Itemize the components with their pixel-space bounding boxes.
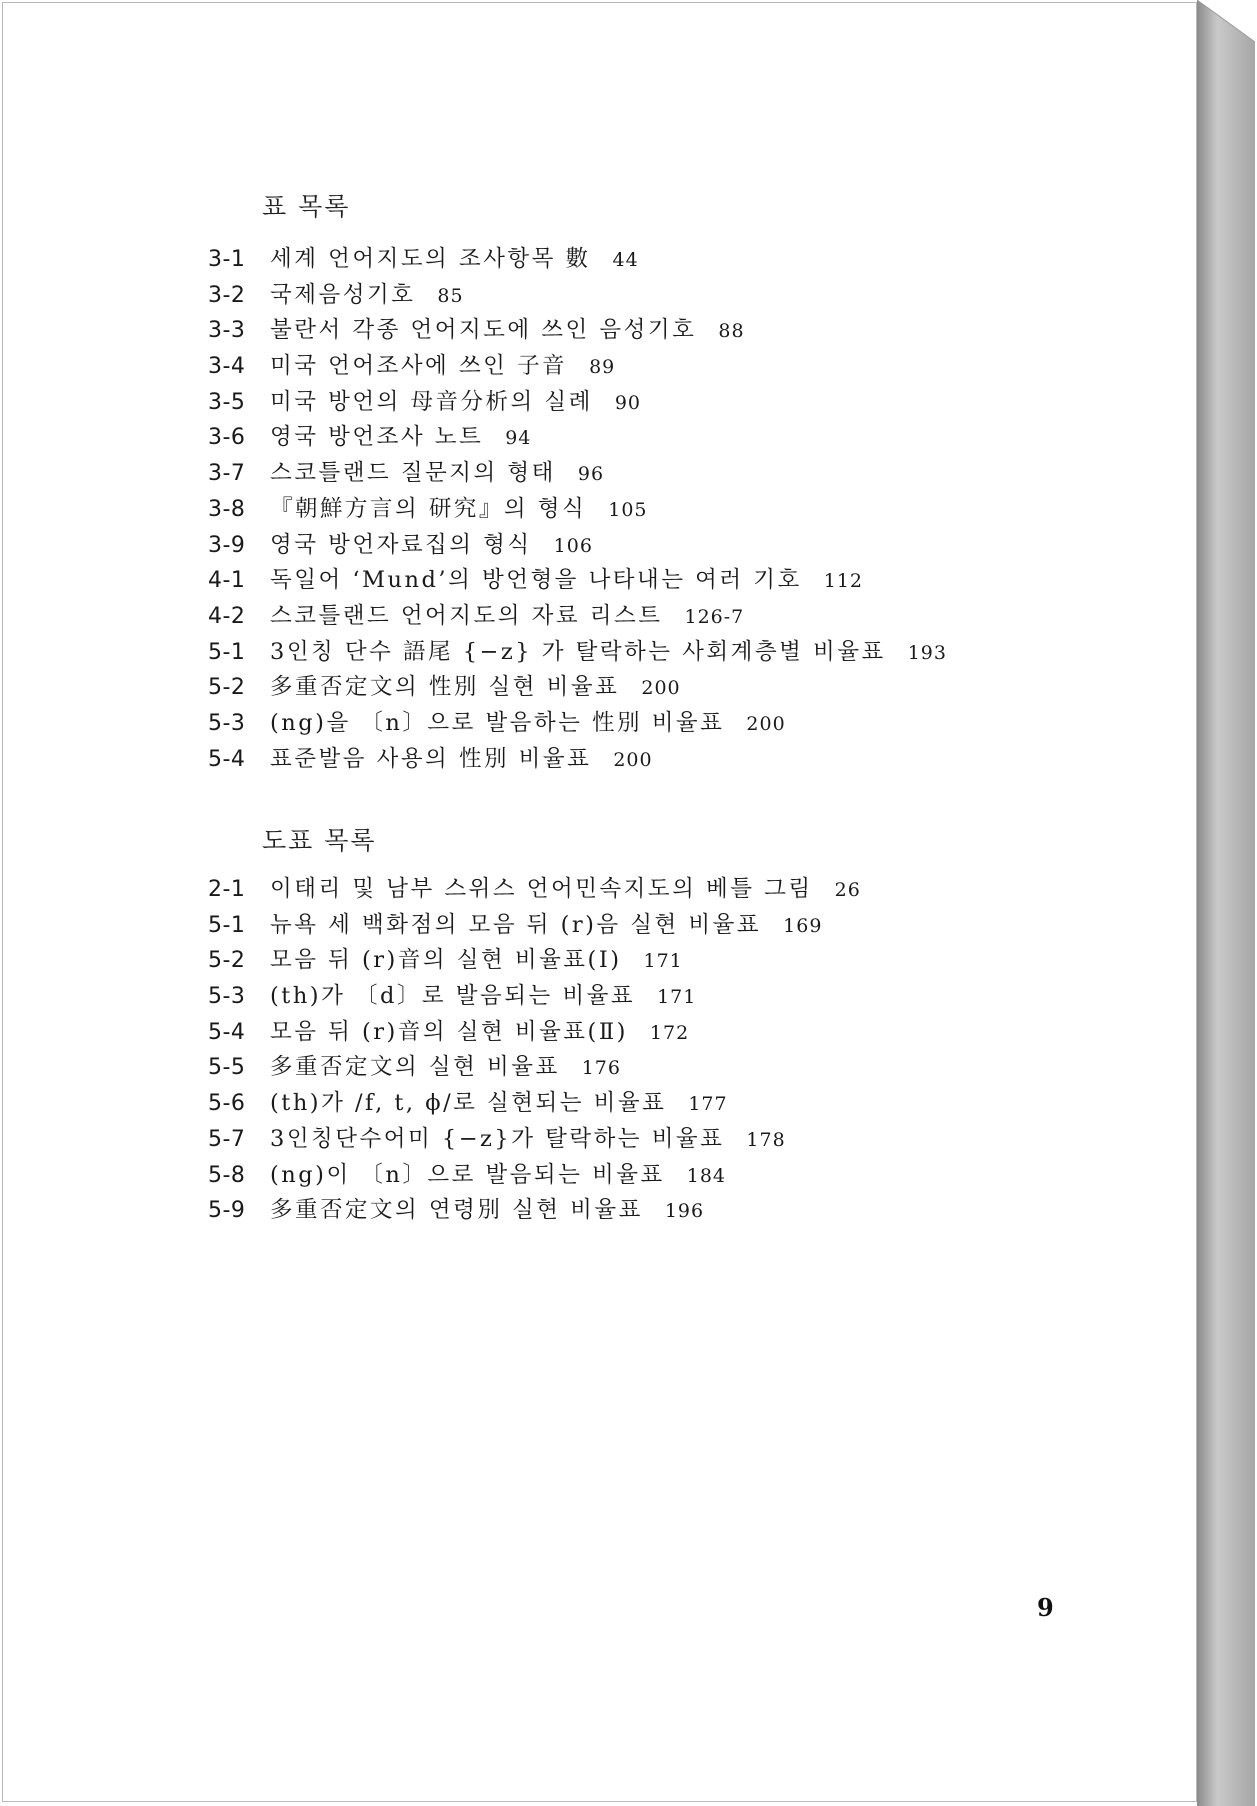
figure-entry-page: 171: [657, 986, 697, 1009]
figure-entry-title: 모음 뒤 (r)音의 실현 비율표(Ⅰ): [270, 947, 622, 974]
figure-entry: [208, 1121, 861, 1157]
table-entry-page: 126-7: [684, 605, 745, 628]
figure-entry-page: 171: [643, 950, 683, 973]
table-entry-page: 89: [589, 356, 616, 379]
figure-entry-page: 172: [649, 1021, 690, 1044]
figure-entry: [208, 1192, 861, 1228]
table-entry: [208, 669, 947, 705]
table-entry-number: 3-4: [208, 354, 246, 380]
table-entry-title: 세계 언어지도의 조사항목 數: [270, 246, 591, 272]
table-entry-page: 94: [505, 427, 532, 450]
figure-entry: [208, 871, 861, 907]
table-entry-number: 3-9: [208, 532, 246, 558]
figure-entry-number: 5-3: [208, 984, 246, 1010]
figure-entry-page: 176: [581, 1057, 621, 1080]
table-entry-page: 112: [823, 570, 864, 593]
figure-entry-number: 5-7: [208, 1126, 246, 1152]
table-entry: [208, 634, 947, 670]
table-entry-title: 영국 방언자료집의 형식: [270, 531, 532, 558]
table-entry-title: 표준발음 사용의 性別 비율표: [270, 745, 592, 772]
figure-entry: [208, 942, 861, 978]
figure-entry-number: 5-4: [208, 1019, 246, 1045]
figure-entry-number: 5-8: [208, 1162, 246, 1188]
table-entry-page: 200: [641, 677, 681, 700]
table-entry-page: 90: [614, 391, 642, 414]
figures-section-heading: 도표 목록: [262, 826, 377, 855]
figure-entry-title: 3인칭단수어미 {−z}가 탈락하는 비율표: [270, 1125, 725, 1152]
figure-entry-title: 多重否定文의 연령別 실현 비율표: [270, 1197, 643, 1224]
figure-entry-title: 모음 뒤 (r)音의 실현 비율표(Ⅱ): [270, 1018, 628, 1045]
table-entry: [208, 312, 947, 348]
figure-entry-number: 5-1: [208, 912, 246, 938]
figures-list: [208, 871, 861, 1228]
book-page: [2, 2, 1197, 1802]
table-entry: [208, 384, 947, 420]
table-entry-page: 106: [553, 534, 593, 557]
table-entry-title: 『朝鮮方言의 研究』의 형식: [270, 495, 587, 522]
table-entry: [208, 598, 947, 634]
table-entry-page: 88: [718, 320, 745, 343]
table-entry-title: 스코틀랜드 언어지도의 자료 리스트: [270, 602, 663, 629]
table-entry-title: 독일어 ‘Mund’의 방언형을 나타내는 여러 기호: [270, 567, 802, 594]
table-entry: [208, 527, 947, 563]
table-entry-number: 5-4: [208, 746, 246, 772]
table-entry-title: 불란서 각종 언어지도에 쓰인 음성기호: [270, 317, 697, 344]
figure-entry-number: 2-1: [208, 877, 246, 902]
table-entry-page: 105: [608, 498, 648, 521]
figure-entry-page: 196: [664, 1200, 705, 1223]
figure-entry-page: 26: [834, 879, 861, 901]
table-entry: [208, 348, 947, 384]
figure-entry-number: 5-5: [208, 1055, 246, 1081]
table-entry: [208, 419, 947, 455]
table-entry-title: 미국 방언의 母音分析의 실례: [270, 388, 593, 415]
figure-entry-page: 177: [688, 1093, 728, 1116]
table-entry-title: 스코틀랜드 질문지의 형태: [270, 460, 556, 487]
table-entry: [208, 455, 947, 491]
table-entry-title: 3인칭 단수 語尾 {−z} 가 탈락하는 사회계층별 비율표: [270, 638, 886, 665]
table-entry: [208, 241, 947, 277]
table-entry-number: 3-1: [208, 247, 246, 272]
table-entry-number: 5-1: [208, 639, 246, 665]
tables-list: [208, 241, 947, 776]
figure-entry-page: 184: [686, 1164, 727, 1187]
table-entry-page: 44: [612, 249, 639, 271]
figure-entry-title: 뉴욕 세 백화점의 모음 뒤 (r)음 실현 비율표: [270, 911, 762, 938]
figure-entry-title: (ng)이 〔n〕으로 발음되는 비율표: [270, 1161, 665, 1188]
figure-entry-title: 이태리 및 남부 스위스 언어민속지도의 베틀 그림: [270, 876, 813, 902]
table-entry-number: 4-2: [208, 603, 246, 629]
figure-entry: [208, 1085, 861, 1121]
table-entry-title: 多重否定文의 性別 실현 비율표: [270, 674, 620, 701]
figure-entry: [208, 1157, 861, 1193]
figure-entry: [208, 1014, 861, 1050]
table-entry-number: 5-3: [208, 710, 246, 736]
table-entry: [208, 741, 947, 777]
figure-entry: [208, 1049, 861, 1085]
table-entry: [208, 562, 947, 598]
page-number: 9: [1037, 1593, 1054, 1622]
figure-entry-number: 5-6: [208, 1091, 246, 1117]
table-entry-page: 200: [746, 712, 786, 735]
table-entry-number: 4-1: [208, 568, 246, 594]
figure-entry-title: (th)가 /f, t, ϕ/로 실현되는 비율표: [270, 1090, 667, 1117]
table-entry-number: 3-6: [208, 425, 246, 451]
table-entry-number: 3-8: [208, 496, 246, 522]
table-entry-page: 85: [437, 284, 464, 307]
figure-entry: [208, 907, 861, 943]
figure-entry-number: 5-2: [208, 948, 246, 974]
table-entry: [208, 491, 947, 527]
table-entry-title: 미국 언어조사에 쓰인 子音: [270, 353, 568, 380]
figure-entry-page: 178: [746, 1128, 786, 1151]
table-entry-number: 3-7: [208, 461, 246, 487]
tables-section-heading: 표 목록: [262, 192, 351, 221]
table-entry-title: 영국 방언조사 노트: [270, 424, 484, 451]
table-entry-number: 5-2: [208, 675, 246, 701]
table-entry-number: 3-3: [208, 318, 246, 344]
figure-entry-number: 5-9: [208, 1198, 246, 1224]
page-stack-edge: [1197, 0, 1257, 1806]
table-entry-number: 3-5: [208, 389, 246, 415]
table-entry-page: 193: [907, 641, 947, 664]
figure-entry: [208, 978, 861, 1014]
table-entry: [208, 277, 947, 313]
figure-entry-title: (th)가 〔d〕로 발음되는 비율표: [270, 983, 636, 1010]
table-entry-page: 200: [613, 748, 653, 771]
table-entry-page: 96: [577, 463, 605, 486]
figure-entry-title: 多重否定文의 실현 비율표: [270, 1054, 560, 1081]
table-entry-number: 3-2: [208, 282, 246, 308]
table-entry: [208, 705, 947, 741]
table-entry-title: (ng)을 〔n〕으로 발음하는 性別 비율표: [270, 709, 725, 736]
table-entry-title: 국제음성기호: [270, 281, 416, 308]
figure-entry-page: 169: [783, 914, 823, 937]
